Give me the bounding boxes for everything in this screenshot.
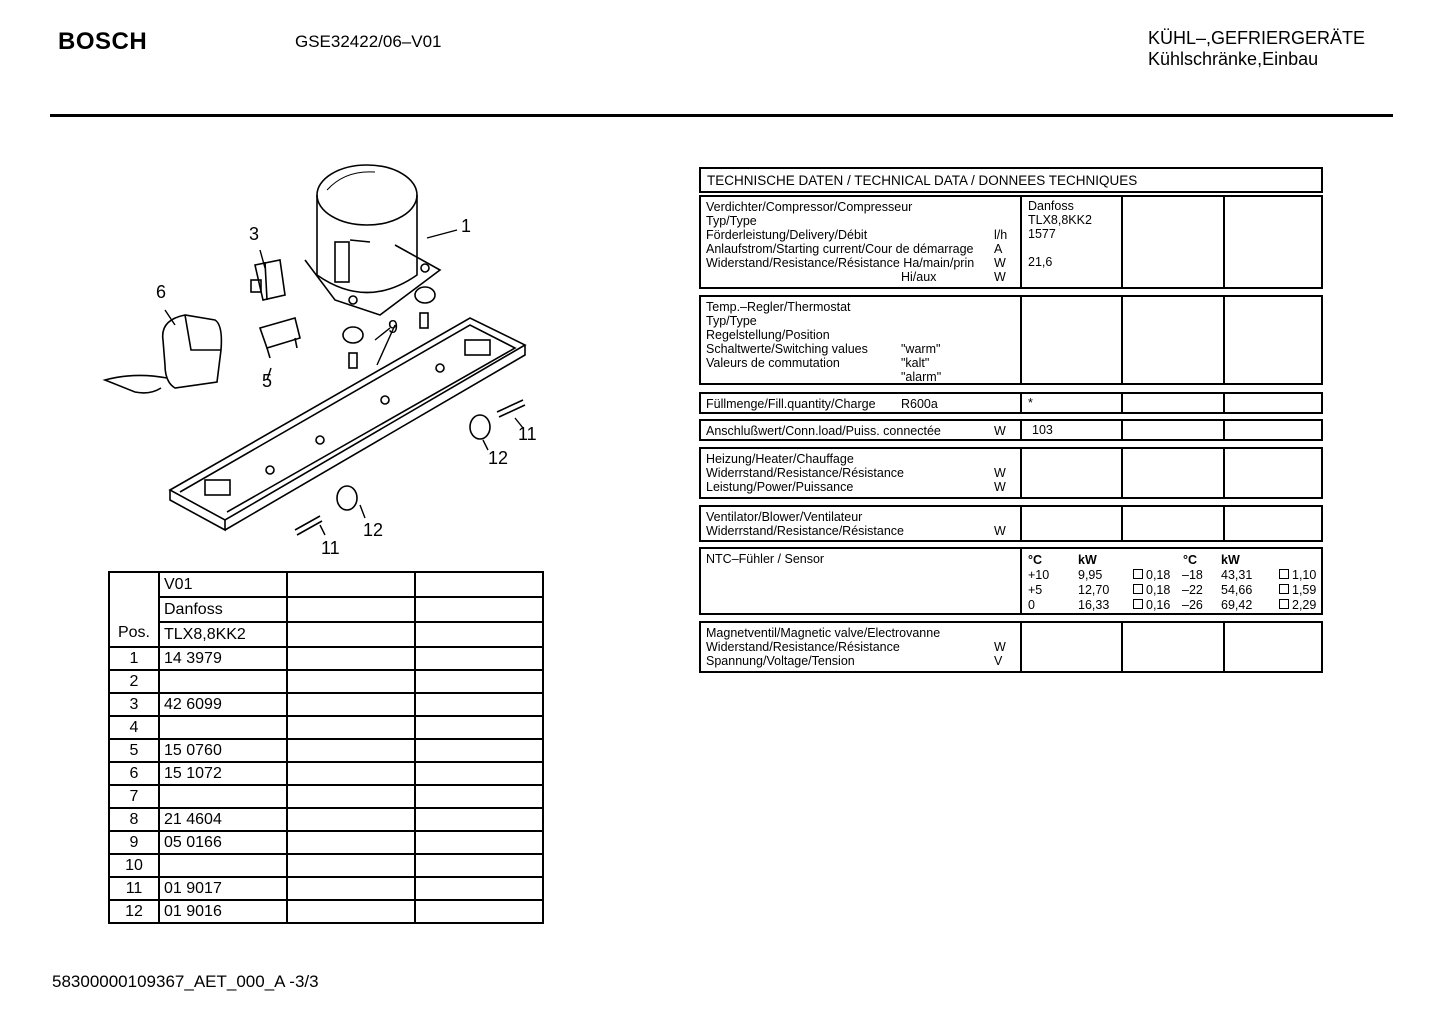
callout-1: 1 bbox=[461, 216, 472, 236]
ntc-d1-value: 0,18 bbox=[1133, 583, 1170, 598]
table-row bbox=[109, 716, 543, 739]
heater-power-unit: W bbox=[994, 480, 1006, 494]
callout-5: 5 bbox=[262, 371, 273, 391]
tolerance-icon bbox=[1133, 599, 1143, 609]
pos-cell: 11 bbox=[109, 877, 159, 900]
delivery-label: Förderleistung/Delivery/Débit bbox=[706, 228, 868, 242]
tolerance-icon bbox=[1133, 569, 1143, 579]
manufacturer-cell: Danfoss bbox=[159, 597, 287, 622]
pos-cell: 2 bbox=[109, 670, 159, 693]
table-row bbox=[109, 739, 543, 762]
callout-9: 9 bbox=[388, 317, 399, 337]
heater-power-label: Leistung/Power/Puissance bbox=[706, 480, 854, 494]
ntc-head-c2: °C bbox=[1183, 553, 1198, 567]
compressor-type: TLX8,8KK2 bbox=[1028, 213, 1092, 227]
part-number-cell bbox=[159, 716, 287, 739]
connected-load-value: 103 bbox=[1032, 423, 1053, 437]
table-row bbox=[109, 900, 543, 923]
kalt-label: "kalt" bbox=[901, 356, 930, 370]
ntc-d2-value: 1,10 bbox=[1279, 568, 1316, 583]
variant-cell: V01 bbox=[159, 572, 287, 597]
starting-current-unit: A bbox=[994, 242, 1003, 256]
thermostat-type-label: Typ/Type bbox=[706, 314, 757, 328]
pos-cell: 1 bbox=[109, 647, 159, 670]
valve-box bbox=[699, 621, 1323, 673]
cover-drawing bbox=[105, 315, 221, 393]
valve-resistance-unit: W bbox=[994, 640, 1006, 654]
connected-load-box bbox=[699, 419, 1323, 441]
ntc-head-c1: °C bbox=[1028, 553, 1043, 567]
resistance-aux-unit: W bbox=[994, 270, 1006, 284]
valve-resistance-label: Widerstand/Resistance/Résistance bbox=[706, 640, 900, 654]
ntc-r2-value: 69,42 bbox=[1221, 598, 1253, 612]
valve-label: Magnetventil/Magnetic valve/Electrovanne bbox=[706, 626, 941, 640]
part-number-cell: 01 9017 bbox=[159, 877, 287, 900]
table-row bbox=[109, 762, 543, 785]
ntc-head-k2: kW bbox=[1221, 553, 1240, 567]
warm-label: "warm" bbox=[901, 342, 941, 356]
resistance-main-unit: W bbox=[994, 256, 1006, 270]
ntc-d2-value: 2,29 bbox=[1279, 598, 1316, 613]
tech-title: TECHNISCHE DATEN / TECHNICAL DATA / DONNEES TECHNIQUES bbox=[707, 173, 1138, 188]
callout-11a: 11 bbox=[518, 424, 537, 444]
connected-load-label: Anschlußwert/Conn.load/Puiss. connectée bbox=[706, 424, 941, 438]
fan-resistance-label: Widerrstand/Resistance/Résistance bbox=[706, 524, 904, 538]
fill-box bbox=[699, 392, 1323, 414]
part-number-cell bbox=[159, 670, 287, 693]
compressor-resistance: 21,6 bbox=[1028, 255, 1053, 269]
part-number-cell: 01 9016 bbox=[159, 900, 287, 923]
part-number-cell: 15 0760 bbox=[159, 739, 287, 762]
parts-body bbox=[109, 647, 543, 923]
callout-6: 6 bbox=[156, 282, 167, 302]
mounting-rail-drawing bbox=[170, 318, 525, 530]
heater-resistance-unit: W bbox=[994, 466, 1006, 480]
ntc-t2-value: –22 bbox=[1182, 583, 1203, 597]
tech-title-box bbox=[699, 167, 1323, 193]
pos-cell: 3 bbox=[109, 693, 159, 716]
fill-value: * bbox=[1028, 396, 1033, 410]
ntc-r1-value: 12,70 bbox=[1078, 583, 1110, 597]
tolerance-icon bbox=[1133, 584, 1143, 594]
fan-label: Ventilator/Blower/Ventilateur bbox=[706, 510, 863, 524]
ntc-d1-value: 0,18 bbox=[1133, 568, 1170, 583]
ntc-d2-value: 1,59 bbox=[1279, 583, 1316, 598]
pos-cell: 4 bbox=[109, 716, 159, 739]
ntc-head-k1: kW bbox=[1078, 553, 1097, 567]
part-number-cell: 21 4604 bbox=[159, 808, 287, 831]
pos-cell: 6 bbox=[109, 762, 159, 785]
part-number-cell: 14 3979 bbox=[159, 647, 287, 670]
ntc-r2-value: 54,66 bbox=[1221, 583, 1253, 597]
tolerance-icon bbox=[1279, 599, 1289, 609]
ntc-t1-value: +10 bbox=[1028, 568, 1050, 582]
callout-12a: 12 bbox=[488, 448, 509, 468]
ntc-t2-value: –18 bbox=[1182, 568, 1203, 582]
pos-header: Pos. bbox=[109, 572, 159, 647]
compressor-drawing bbox=[305, 165, 440, 315]
exploded-parts-diagram bbox=[95, 150, 555, 560]
compressor-type-cell: TLX8,8KK2 bbox=[159, 622, 287, 647]
part-number-cell bbox=[159, 785, 287, 808]
pos-cell: 5 bbox=[109, 739, 159, 762]
table-row bbox=[109, 693, 543, 716]
tolerance-icon bbox=[1279, 569, 1289, 579]
commutation-label: Valeurs de commutation bbox=[706, 356, 840, 370]
part-number-cell: 05 0166 bbox=[159, 831, 287, 854]
pos-cell: 8 bbox=[109, 808, 159, 831]
overload-drawing bbox=[260, 318, 300, 358]
fill-label: Füllmenge/Fill.quantity/Charge bbox=[706, 397, 876, 411]
pos-cell: 9 bbox=[109, 831, 159, 854]
table-row bbox=[109, 831, 543, 854]
delivery-unit: l/h bbox=[994, 228, 1008, 242]
compressor-label: Verdichter/Compressor/Compresseur bbox=[706, 200, 913, 214]
heater-label: Heizung/Heater/Chauffage bbox=[706, 452, 854, 466]
table-row bbox=[109, 808, 543, 831]
parts-head-row bbox=[109, 597, 543, 622]
document-id: 58300000109367_AET_000_A -3/3 bbox=[52, 972, 319, 991]
thermostat-position-label: Regelstellung/Position bbox=[706, 328, 830, 342]
parts-head-row bbox=[109, 622, 543, 647]
part-number-cell: 42 6099 bbox=[159, 693, 287, 716]
table-row bbox=[109, 877, 543, 900]
parts-table bbox=[108, 571, 544, 924]
ntc-r1-value: 16,33 bbox=[1078, 598, 1110, 612]
tolerance-icon bbox=[1279, 584, 1289, 594]
connected-load-unit: W bbox=[994, 424, 1006, 438]
refrigerant: R600a bbox=[901, 397, 938, 411]
alarm-label: "alarm" bbox=[901, 370, 942, 384]
table-row bbox=[109, 647, 543, 670]
compressor-delivery: 1577 bbox=[1028, 227, 1056, 241]
fan-box bbox=[699, 505, 1323, 542]
model-number: GSE32422/06–V01 bbox=[295, 32, 442, 51]
starting-current-label: Anlaufstrom/Starting current/Cour de démarrage bbox=[706, 242, 974, 256]
ntc-t2-value: –26 bbox=[1182, 598, 1203, 612]
category-subtitle: Kühlschränke,Einbau bbox=[1148, 49, 1319, 69]
ntc-d1-value: 0,16 bbox=[1133, 598, 1170, 613]
ntc-label: NTC–Fühler / Sensor bbox=[706, 552, 825, 566]
table-row bbox=[109, 785, 543, 808]
table-row bbox=[109, 670, 543, 693]
compressor-maker: Danfoss bbox=[1028, 199, 1074, 213]
callout-12b: 12 bbox=[363, 520, 384, 540]
ntc-r2-value: 43,31 bbox=[1221, 568, 1253, 582]
ntc-box bbox=[699, 547, 1323, 615]
heater-box bbox=[699, 447, 1323, 499]
thermostat-label: Temp.–Regler/Thermostat bbox=[706, 300, 851, 314]
category-title: KÜHL–,GEFRIERGERÄTE bbox=[1148, 28, 1366, 48]
pos-cell: 10 bbox=[109, 854, 159, 877]
header-divider bbox=[50, 114, 1393, 117]
resistance-aux-label: Hi/aux bbox=[901, 270, 937, 284]
brand-logo: BOSCH bbox=[58, 28, 148, 55]
valve-voltage-unit: V bbox=[994, 654, 1003, 668]
ntc-r1-value: 9,95 bbox=[1078, 568, 1103, 582]
type-label: Typ/Type bbox=[706, 214, 757, 228]
callout-11b: 11 bbox=[321, 538, 340, 558]
heater-resistance-label: Widerrstand/Resistance/Résistance bbox=[706, 466, 904, 480]
thermostat-box bbox=[699, 295, 1323, 385]
compressor-box bbox=[699, 195, 1323, 289]
switching-values-label: Schaltwerte/Switching values bbox=[706, 342, 868, 356]
table-row bbox=[109, 854, 543, 877]
ntc-t1-value: +5 bbox=[1028, 583, 1043, 597]
ntc-t1-value: 0 bbox=[1028, 598, 1035, 612]
part-number-cell bbox=[159, 854, 287, 877]
valve-voltage-label: Spannung/Voltage/Tension bbox=[706, 654, 855, 668]
pos-cell: 7 bbox=[109, 785, 159, 808]
fan-resistance-unit: W bbox=[994, 524, 1006, 538]
relay-drawing bbox=[251, 260, 285, 300]
callout-3: 3 bbox=[249, 224, 260, 244]
resistance-main-label: Widerstand/Resistance/Résistance Ha/main/prin bbox=[706, 256, 975, 270]
part-number-cell: 15 1072 bbox=[159, 762, 287, 785]
parts-head-row bbox=[109, 572, 543, 597]
pos-cell: 12 bbox=[109, 900, 159, 923]
